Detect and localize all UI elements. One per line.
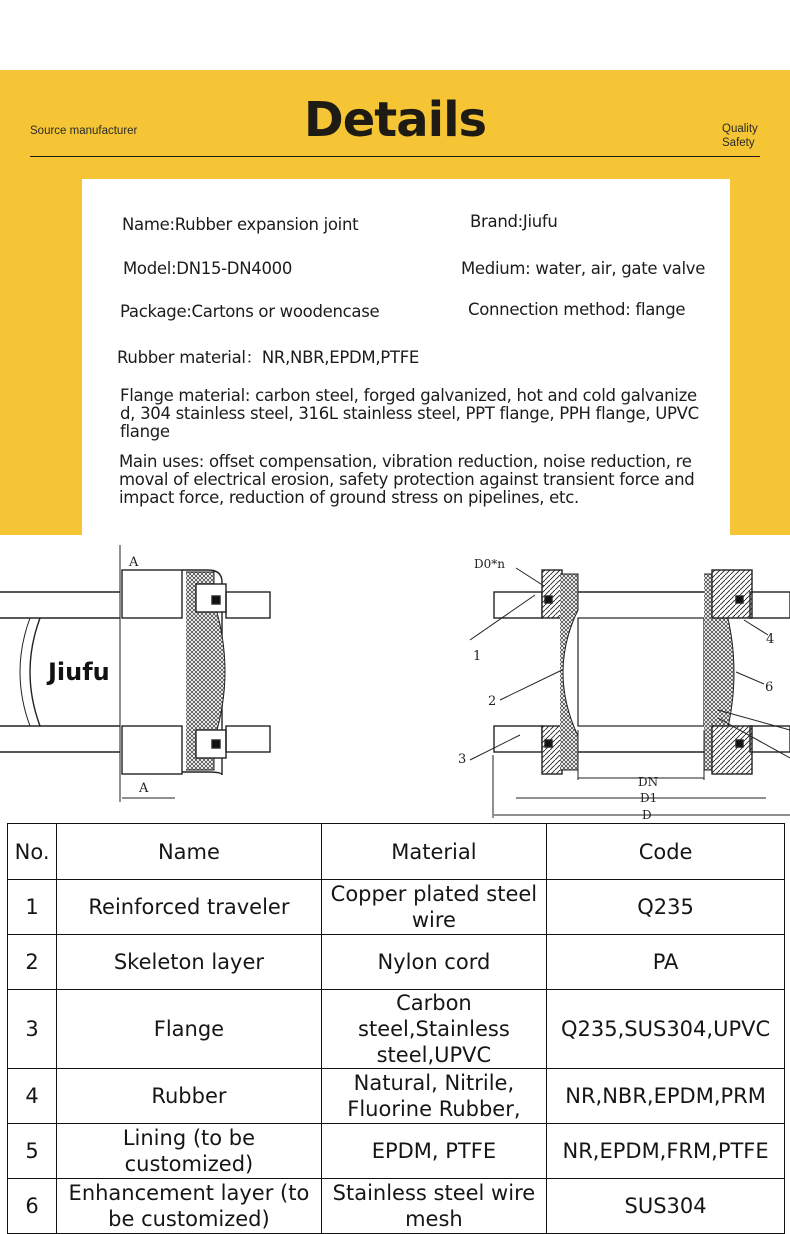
cell-no: 6 — [8, 1179, 57, 1234]
right-section-view — [470, 568, 790, 818]
cell-name: Reinforced traveler — [57, 880, 321, 935]
cell-name: Skeleton layer — [57, 935, 321, 990]
table-row — [8, 1124, 785, 1179]
table-row — [8, 990, 785, 1069]
cell-material: EPDM, PTFE — [321, 1124, 547, 1179]
main-uses: Main uses: offset compensation, vibration reduction, noise reduction, removal of electrical erosion, safety protection against transient force and impact force, reduction of ground stress on pipelines, etc. — [119, 452, 695, 507]
cell-material: Stainless steel wire mesh — [321, 1179, 547, 1234]
components-table — [7, 823, 785, 1234]
cell-material: Copper plated steel wire — [321, 880, 547, 935]
table-row — [8, 935, 785, 990]
title-underline — [30, 156, 760, 157]
dim-dn: DN — [638, 775, 659, 789]
header-no: No. — [8, 824, 57, 880]
cell-no: 1 — [8, 880, 57, 935]
product-brand: Brand:Jiufu — [470, 212, 558, 231]
details-banner — [0, 70, 790, 535]
cell-name: Lining (to be customized) — [57, 1124, 321, 1179]
dim-d1: D1 — [640, 791, 658, 805]
cell-code: Q235 — [547, 880, 785, 935]
page-title: Details — [303, 92, 487, 148]
header-material: Material — [321, 824, 547, 880]
product-model: Model:DN15-DN4000 — [123, 259, 293, 278]
table-row — [8, 1069, 785, 1124]
expansion-joint-drawing — [0, 540, 790, 820]
connection-method: Connection method: flange — [468, 300, 686, 319]
callout-1: 1 — [473, 649, 482, 664]
table-header-row — [8, 824, 785, 880]
bolt-hole-label: D0*n — [474, 557, 505, 571]
cell-material: Nylon cord — [321, 935, 547, 990]
cell-name: Enhancement layer (to be customized) — [57, 1179, 321, 1234]
cell-no: 4 — [8, 1069, 57, 1124]
flange-material: Flange material: carbon steel, forged galvanized, hot and cold galvanized, 304 stainless steel, 316L stainless steel, PPT flange, PPH flange, UPVC flange — [120, 386, 699, 441]
header-name: Name — [57, 824, 321, 880]
product-medium: Medium: water, air, gate valve — [461, 259, 706, 278]
left-section-view — [0, 545, 270, 802]
cell-name: Flange — [57, 990, 321, 1069]
cell-no: 3 — [8, 990, 57, 1069]
callout-3: 3 — [458, 752, 467, 767]
diagram-brand-label: Jiufu — [48, 658, 110, 686]
table-row — [8, 880, 785, 935]
product-package: Package:Cartons or woodencase — [120, 302, 380, 321]
product-name: Name:Rubber expansion joint — [122, 215, 359, 234]
rubber-material: Rubber material：NR,NBR,EPDM,PTFE — [117, 348, 420, 367]
source-manufacturer-tagline: Source manufacturer — [30, 125, 138, 137]
section-marker-top: A — [129, 555, 139, 570]
cell-code: SUS304 — [547, 1179, 785, 1234]
cell-code: NR,EPDM,FRM,PTFE — [547, 1124, 785, 1179]
cell-code: NR,NBR,EPDM,PRM — [547, 1069, 785, 1124]
callout-2: 2 — [488, 694, 497, 709]
cell-no: 2 — [8, 935, 57, 990]
dim-d: D — [642, 808, 652, 820]
section-marker-bottom: A — [139, 781, 149, 796]
callout-4: 4 — [766, 632, 775, 647]
cell-material: Natural, Nitrile, Fluorine Rubber, — [321, 1069, 547, 1124]
quality-safety-tagline: Quality Safety — [722, 123, 758, 149]
table-row — [8, 1179, 785, 1234]
cell-name: Rubber — [57, 1069, 321, 1124]
cell-code: PA — [547, 935, 785, 990]
cell-material: Carbon steel,Stainless steel,UPVC — [321, 990, 547, 1069]
header-code: Code — [547, 824, 785, 880]
spec-card — [82, 179, 730, 591]
callout-6: 6 — [765, 680, 774, 695]
cell-code: Q235,SUS304,UPVC — [547, 990, 785, 1069]
cell-no: 5 — [8, 1124, 57, 1179]
